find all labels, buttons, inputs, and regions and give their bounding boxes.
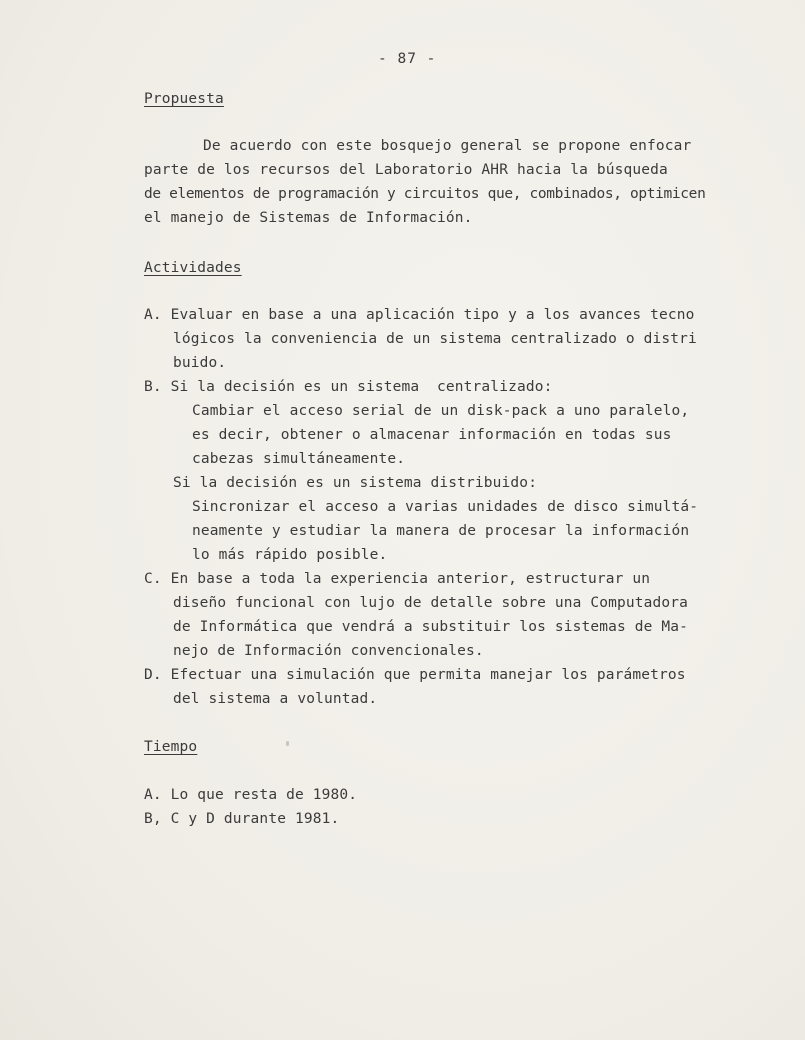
actividades-line-7: cabezas simultáneamente. <box>192 451 406 467</box>
actividades-line-5: Cambiar el acceso serial de un disk-pack a uno paralelo, <box>192 403 690 419</box>
actividades-line-1: A. Evaluar en base a una aplicación tipo y a los avances tecno <box>144 307 695 323</box>
propuesta-line-3: de elementos de programación y circuitos que, combinados, optimicen <box>144 186 706 202</box>
actividades-line-15: nejo de Información convencionales. <box>173 643 484 659</box>
heading-actividades: Actividades <box>144 260 242 276</box>
actividades-line-6: es decir, obtener o almacenar información en todas sus <box>192 427 672 443</box>
actividades-line-17: del sistema a voluntad. <box>173 691 378 707</box>
tiempo-line-2: B, C y D durante 1981. <box>144 811 340 827</box>
actividades-line-10: neamente y estudiar la manera de procesar la información <box>192 523 690 539</box>
heading-tiempo: Tiempo <box>144 739 198 755</box>
propuesta-line-2: parte de los recursos del Laboratorio AHR hacia la búsqueda <box>144 162 668 178</box>
actividades-line-13: diseño funcional con lujo de detalle sobre una Computadora <box>173 595 689 611</box>
actividades-line-4: B. Si la decisión es un sistema centralizado: <box>144 379 553 395</box>
actividades-line-2: lógicos la conveniencia de un sistema centralizado o distri <box>173 331 697 347</box>
actividades-line-8: Si la decisión es un sistema distribuido: <box>173 475 538 491</box>
propuesta-line-4: el manejo de Sistemas de Información. <box>144 210 473 226</box>
actividades-line-11: lo más rápido posible. <box>192 547 388 563</box>
heading-propuesta: Propuesta <box>144 91 224 107</box>
actividades-line-3: buido. <box>173 355 227 371</box>
actividades-line-16: D. Efectuar una simulación que permita manejar los parámetros <box>144 667 686 683</box>
propuesta-line-1: De acuerdo con este bosquejo general se propone enfocar <box>203 138 692 154</box>
actividades-line-12: C. En base a toda la experiencia anterior, estructurar un <box>144 571 651 587</box>
tiempo-line-1: A. Lo que resta de 1980. <box>144 787 358 803</box>
paper-speck <box>286 741 289 746</box>
page-number: - 87 - <box>378 51 437 67</box>
actividades-line-14: de Informática que vendrá a substituir los sistemas de Ma- <box>173 619 689 635</box>
actividades-line-9: Sincronizar el acceso a varias unidades de disco simultá- <box>192 499 699 515</box>
